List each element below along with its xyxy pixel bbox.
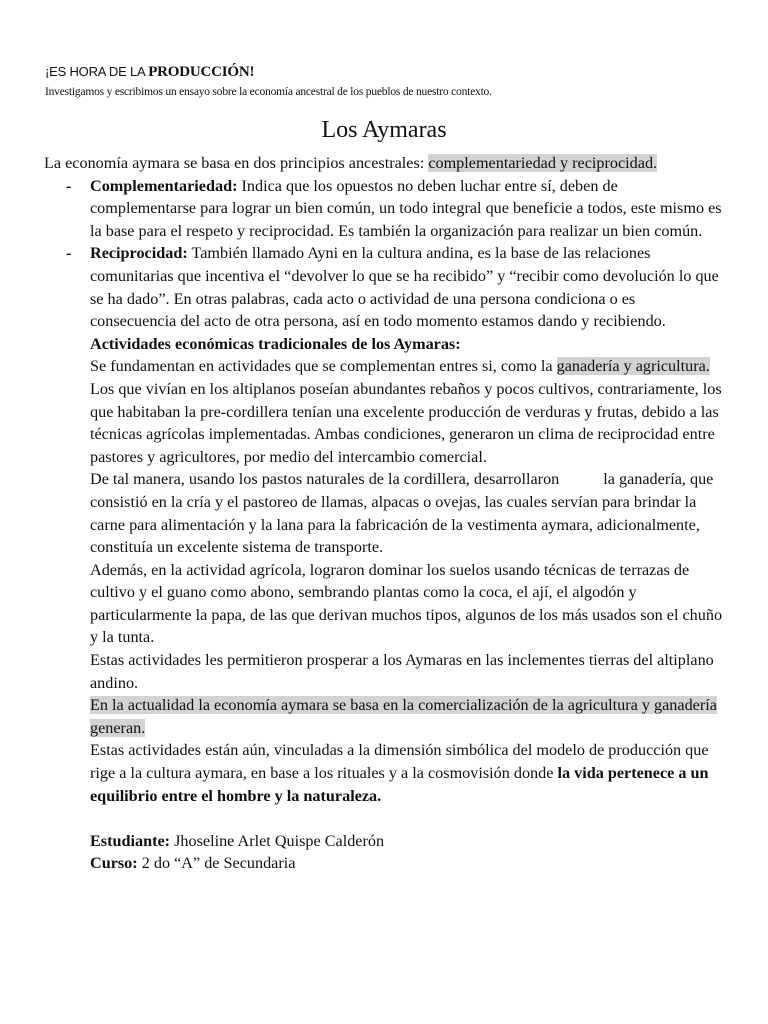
page-title: Los Aymaras [321,117,447,143]
activities-p6-highlight: En la actualidad la economía aymara se basa en la comercialización de la agricultura y ganadería generan. [90,696,717,737]
intro-paragraph [44,152,724,175]
essay-body [44,152,724,875]
activities-paragraph-6 [90,694,724,739]
student-name: Jhoseline Arlet Quispe Calderón [170,831,385,850]
activities-paragraph-7 [90,739,724,807]
intro-highlight: complementariedad y reciprocidad. [428,154,658,172]
bullet-reciprocidad [44,242,724,332]
header-subtitle: Investigamos y escribimos un ensayo sobre la economía ancestral de los pueblos de nuestro contexto. [45,86,492,98]
bullet-dash: - [66,176,72,195]
activities-p1-text: Se fundamentan en actividades que se complementan entres si, como la [90,357,557,376]
bullet-term: Complementariedad: [90,176,238,195]
activities-heading: Actividades económicas tradicionales de los Aymaras: [90,334,461,353]
bullet-body: Indica que los opuestos no deben luchar entre sí, deben de complementarse para lograr un bien común, un todo integral que beneficie a todos, este mismo es la base para el respeto y reciprocidad. Es también la organización para realizar un bien común. [90,176,722,240]
bullet-body: También llamado Ayni en la cultura andina, es la base de las relaciones comunitarias que incentiva el “devolver lo que se ha recibido” y “recibir como devolución lo que se ha dado”. En otras palabras, cada acto o actividad de una persona condiciona o es consecuencia del acto de otra persona, así en todo momento estamos dando y recibiendo. [90,244,719,331]
student-label: Estudiante: [90,831,171,850]
activities-section [44,333,724,875]
header-prefix: ¡ES HORA DE LA [45,64,149,79]
bullet-dash: - [66,244,72,263]
activities-paragraph-3 [90,468,724,558]
bullet-term: Reciprocidad: [90,244,188,263]
activities-p3-b: la ganadería, que consistió en la cría y el pastoreo de llamas, alpacas o ovejas, las cuales servían para brindar la carne para alimentación y la lana para la fabricación de la vestimenta aymara, adicionalmente, constituía un excelente sistema de transporte. [90,470,714,557]
activities-p7-bold: la vida pertenece a un equilibrio entre el hombre y la naturaleza. [90,764,709,805]
course-label: Curso: [90,854,138,873]
intro-text: La economía aymara se basa en dos principios ancestrales: [44,154,429,172]
course-line [90,852,724,875]
bullet-complementariedad [44,175,724,243]
activities-p7-text: Estas actividades están aún, vinculadas a la dimensión simbólica del modelo de producción que rige a la cultura aymara, en base a los rituales y a la cosmovisión donde [90,741,709,783]
activities-p1-highlight: ganadería y agricultura. [556,357,710,376]
bullet-text [90,242,724,332]
blank-line [90,807,724,830]
student-line [90,830,724,853]
header-line [45,64,254,81]
activities-paragraph-1 [90,355,724,378]
activities-paragraph-2: Los que vivían en los altiplanos poseían abundantes rebaños y pocos cultivos, contrariamente, los que habitaban la pre-cordillera tenían una excelente producción de verduras y frutas, debido a las técnicas agrícolas implementadas. Ambas condiciones, generaron un clima de reciprocidad entre pastores y agricultores, por medio del intercambio comercial. [90,379,722,466]
activities-paragraph-5: Estas actividades les permitieron prosperar a los Aymaras en las inclementes tierras del altiplano andino. [90,651,714,692]
activities-paragraph-4: Además, en la actividad agrícola, lograron dominar los suelos usando técnicas de terrazas de cultivo y el guano como abono, sembrando plantas como la coca, el ají, el algodón y particularmente la papa, de las que derivan muchos tipos, algunos de los más usados son el chuño y la tunta. [90,560,723,647]
header-strong: PRODUCCIÓN! [148,64,255,80]
bullet-text [90,175,724,243]
course-value: 2 do “A” de Secundaria [137,854,296,873]
activities-p3-a: De tal manera, usando los pastos naturales de la cordillera, desarrollaron [90,470,560,489]
